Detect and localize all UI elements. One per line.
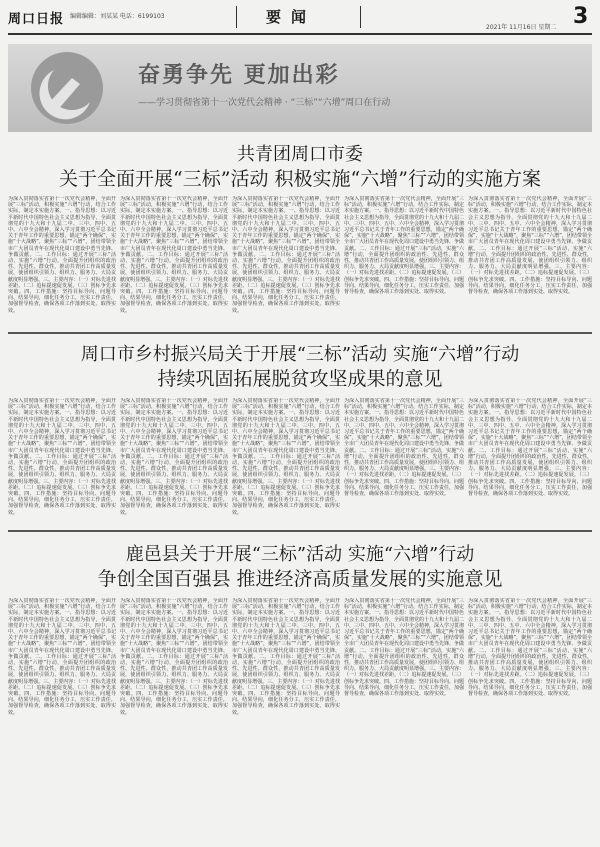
party-emblem-icon: [24, 48, 110, 128]
article-1-column-1: 为深入贯彻落实省第十一次党代会精神，全面开展“三标”活动，积极实施“六增”行动，结合工作实际，制定本实施方案。一、指导思想：以习近平新时代中国特色社会主义思想为指导，全面贯彻党的十九大和十九届二中、三中、四中、五中、六中全会精神，深入学习贯彻习近平总书记关于青年工作的重要思想，锚定“两个确保”，实施“十大战略”，聚焦“三标”“六增”，团结带领全市广大团员青年在现代化周口建设中勇当先锋、争做贡献。二、工作目标：通过开展“三标”活动，实施“六增”行动，全面提升团组织的政治性、先进性、群众性，推动共青团工作高质量发展，使团组织引领力、组织力、服务力、大局贡献度明显增强。三、主要内容：（一）对标先进找差距。（二）追标提速促发展。（三）创标争先求突破。四、工作措施：坚持目标导向、问题导向、结果导向，细化任务分工，压实工作责任，加强督导检查，确保各项工作落到实处、取得实效。: [8, 196, 116, 314]
topic-banner: [8, 44, 592, 132]
article-2-column-3: 为深入贯彻落实省第十一次党代会精神，全面开展“三标”活动，积极实施“六增”行动，结合工作实际，制定本实施方案。一、指导思想：以习近平新时代中国特色社会主义思想为指导，全面贯彻党的十九大和十九届二中、三中、四中、五中、六中全会精神，深入学习贯彻习近平总书记关于青年工作的重要思想，锚定“两个确保”，实施“十大战略”，聚焦“三标”“六增”，团结带领全市广大团员青年在现代化周口建设中勇当先锋、争做贡献。二、工作目标：通过开展“三标”活动，实施“六增”行动，全面提升团组织的政治性、先进性、群众性，推动共青团工作高质量发展，使团组织引领力、组织力、服务力、大局贡献度明显增强。三、主要内容：（一）对标先进找差距。（二）追标提速促发展。（三）创标争先求突破。四、工作措施：坚持目标导向、问题导向、结果导向，细化任务分工，压实工作责任，加强督导检查，确保各项工作落到实处、取得实效。: [232, 398, 340, 516]
banner-subtitle: ——学习贯彻省第十一次党代会精神 · “三标”“六增”周口在行动: [138, 98, 391, 108]
article-2-title-line-1: 周口市乡村振兴局关于开展“三标”活动 实施“六增”行动: [80, 344, 520, 365]
article-3-column-3: 为深入贯彻落实省第十一次党代会精神，全面开展“三标”活动，积极实施“六增”行动，结合工作实际，制定本实施方案。一、指导思想：以习近平新时代中国特色社会主义思想为指导，全面贯彻党的十九大和十九届二中、三中、四中、五中、六中全会精神，深入学习贯彻习近平总书记关于青年工作的重要思想，锚定“两个确保”，实施“十大战略”，聚焦“三标”“六增”，团结带领全市广大团员青年在现代化周口建设中勇当先锋、争做贡献。二、工作目标：通过开展“三标”活动，实施“六增”行动，全面提升团组织的政治性、先进性、群众性，推动共青团工作高质量发展，使团组织引领力、组织力、服务力、大局贡献度明显增强。三、主要内容：（一）对标先进找差距。（二）追标提速促发展。（三）创标争先求突破。四、工作措施：坚持目标导向、问题导向、结果导向，细化任务分工，压实工作责任，加强督导检查，确保各项工作落到实处、取得实效。: [232, 598, 340, 716]
article-3-column-4: 为深入贯彻落实省第十一次党代会精神，全面开展“三标”活动，积极实施“六增”行动，结合工作实际，制定本实施方案。一、指导思想：以习近平新时代中国特色社会主义思想为指导，全面贯彻党的十九大和十九届二中、三中、四中、五中、六中全会精神，深入学习贯彻习近平总书记关于青年工作的重要思想，锚定“两个确保”，实施“十大战略”，聚焦“三标”“六增”，团结带领全市广大团员青年在现代化周口建设中勇当先锋、争做贡献。二、工作目标：通过开展“三标”活动，实施“六增”行动，全面提升团组织的政治性、先进性、群众性，推动共青团工作高质量发展，使团组织引领力、组织力、服务力、大局贡献度明显增强。三、主要内容：（一）对标先进找差距。（二）追标提速促发展。（三）创标争先求突破。四、工作措施：坚持目标导向、问题导向、结果导向，细化任务分工，压实工作责任，加强督导检查，确保各项工作落到实处、取得实效。: [344, 598, 464, 698]
section-divider-right: [360, 6, 361, 28]
banner-title: 奋勇争先 更加出彩: [138, 62, 340, 88]
article-3-title-line-2: 争创全国百强县 推进经济高质量发展的实施意见: [97, 568, 503, 590]
article-2-column-2: 为深入贯彻落实省第十一次党代会精神，全面开展“三标”活动，积极实施“六增”行动，结合工作实际，制定本实施方案。一、指导思想：以习近平新时代中国特色社会主义思想为指导，全面贯彻党的十九大和十九届二中、三中、四中、五中、六中全会精神，深入学习贯彻习近平总书记关于青年工作的重要思想，锚定“两个确保”，实施“十大战略”，聚焦“三标”“六增”，团结带领全市广大团员青年在现代化周口建设中勇当先锋、争做贡献。二、工作目标：通过开展“三标”活动，实施“六增”行动，全面提升团组织的政治性、先进性、群众性，推动共青团工作高质量发展，使团组织引领力、组织力、服务力、大局贡献度明显增强。三、主要内容：（一）对标先进找差距。（二）追标提速促发展。（三）创标争先求突破。四、工作措施：坚持目标导向、问题导向、结果导向，细化任务分工，压实工作责任，加强督导检查，确保各项工作落到实处、取得实效。: [120, 398, 228, 516]
article-2-column-1: 为深入贯彻落实省第十一次党代会精神，全面开展“三标”活动，积极实施“六增”行动，结合工作实际，制定本实施方案。一、指导思想：以习近平新时代中国特色社会主义思想为指导，全面贯彻党的十九大和十九届二中、三中、四中、五中、六中全会精神，深入学习贯彻习近平总书记关于青年工作的重要思想，锚定“两个确保”，实施“十大战略”，聚焦“三标”“六增”，团结带领全市广大团员青年在现代化周口建设中勇当先锋、争做贡献。二、工作目标：通过开展“三标”活动，实施“六增”行动，全面提升团组织的政治性、先进性、群众性，推动共青团工作高质量发展，使团组织引领力、组织力、服务力、大局贡献度明显增强。三、主要内容：（一）对标先进找差距。（二）追标提速促发展。（三）创标争先求突破。四、工作措施：坚持目标导向、问题导向、结果导向，细化任务分工，压实工作责任，加强督导检查，确保各项工作落到实处、取得实效。: [8, 398, 116, 516]
article-separator: [8, 530, 592, 532]
issue-date: 2021年 11月16日 星期二: [486, 24, 557, 31]
article-2-column-4: 为深入贯彻落实省第十一次党代会精神，全面开展“三标”活动，积极实施“六增”行动，结合工作实际，制定本实施方案。一、指导思想：以习近平新时代中国特色社会主义思想为指导，全面贯彻党的十九大和十九届二中、三中、四中、五中、六中全会精神，深入学习贯彻习近平总书记关于青年工作的重要思想，锚定“两个确保”，实施“十大战略”，聚焦“三标”“六增”，团结带领全市广大团员青年在现代化周口建设中勇当先锋、争做贡献。二、工作目标：通过开展“三标”活动，实施“六增”行动，全面提升团组织的政治性、先进性、群众性，推动共青团工作高质量发展，使团组织引领力、组织力、服务力、大局贡献度明显增强。三、主要内容：（一）对标先进找差距。（二）追标提速促发展。（三）创标争先求突破。四、工作措施：坚持目标导向、问题导向、结果导向，细化任务分工，压实工作责任，加强督导检查，确保各项工作落到实处、取得实效。: [344, 398, 464, 498]
article-1-title-line-2: 关于全面开展“三标”活动 积极实施“六增”行动的实施方案: [59, 168, 541, 190]
article-3-column-1: 为深入贯彻落实省第十一次党代会精神，全面开展“三标”活动，积极实施“六增”行动，结合工作实际，制定本实施方案。一、指导思想：以习近平新时代中国特色社会主义思想为指导，全面贯彻党的十九大和十九届二中、三中、四中、五中、六中全会精神，深入学习贯彻习近平总书记关于青年工作的重要思想，锚定“两个确保”，实施“十大战略”，聚焦“三标”“六增”，团结带领全市广大团员青年在现代化周口建设中勇当先锋、争做贡献。二、工作目标：通过开展“三标”活动，实施“六增”行动，全面提升团组织的政治性、先进性、群众性，推动共青团工作高质量发展，使团组织引领力、组织力、服务力、大局贡献度明显增强。三、主要内容：（一）对标先进找差距。（二）追标提速促发展。（三）创标争先求突破。四、工作措施：坚持目标导向、问题导向、结果导向，细化任务分工，压实工作责任，加强督导检查，确保各项工作落到实处、取得实效。: [8, 598, 116, 716]
section-name: 要闻: [266, 8, 317, 26]
article-3-column-2: 为深入贯彻落实省第十一次党代会精神，全面开展“三标”活动，积极实施“六增”行动，结合工作实际，制定本实施方案。一、指导思想：以习近平新时代中国特色社会主义思想为指导，全面贯彻党的十九大和十九届二中、三中、四中、五中、六中全会精神，深入学习贯彻习近平总书记关于青年工作的重要思想，锚定“两个确保”，实施“十大战略”，聚焦“三标”“六增”，团结带领全市广大团员青年在现代化周口建设中勇当先锋、争做贡献。二、工作目标：通过开展“三标”活动，实施“六增”行动，全面提升团组织的政治性、先进性、群众性，推动共青团工作高质量发展，使团组织引领力、组织力、服务力、大局贡献度明显增强。三、主要内容：（一）对标先进找差距。（二）追标提速促发展。（三）创标争先求突破。四、工作措施：坚持目标导向、问题导向、结果导向，细化任务分工，压实工作责任，加强督导检查，确保各项工作落到实处、取得实效。: [120, 598, 228, 716]
section-divider-left: [236, 6, 237, 28]
masthead-rule: [8, 33, 592, 35]
article-1-column-4: 为深入贯彻落实省第十一次党代会精神，全面开展“三标”活动，积极实施“六增”行动，结合工作实际，制定本实施方案。一、指导思想：以习近平新时代中国特色社会主义思想为指导，全面贯彻党的十九大和十九届二中、三中、四中、五中、六中全会精神，深入学习贯彻习近平总书记关于青年工作的重要思想，锚定“两个确保”，实施“十大战略”，聚焦“三标”“六增”，团结带领全市广大团员青年在现代化周口建设中勇当先锋、争做贡献。二、工作目标：通过开展“三标”活动，实施“六增”行动，全面提升团组织的政治性、先进性、群众性，推动共青团工作高质量发展，使团组织引领力、组织力、服务力、大局贡献度明显增强。三、主要内容：（一）对标先进找差距。（二）追标提速促发展。（三）创标争先求突破。四、工作措施：坚持目标导向、问题导向、结果导向，细化任务分工，压实工作责任，加强督导检查，确保各项工作落到实处、取得实效。: [344, 196, 464, 296]
article-2-column-5: 为深入贯彻落实省第十一次党代会精神，全面开展“三标”活动，积极实施“六增”行动，结合工作实际，制定本实施方案。一、指导思想：以习近平新时代中国特色社会主义思想为指导，全面贯彻党的十九大和十九届二中、三中、四中、五中、六中全会精神，深入学习贯彻习近平总书记关于青年工作的重要思想，锚定“两个确保”，实施“十大战略”，聚焦“三标”“六增”，团结带领全市广大团员青年在现代化周口建设中勇当先锋、争做贡献。二、工作目标：通过开展“三标”活动，实施“六增”行动，全面提升团组织的政治性、先进性、群众性，推动共青团工作高质量发展，使团组织引领力、组织力、服务力、大局贡献度明显增强。三、主要内容：（一）对标先进找差距。（二）追标提速促发展。（三）创标争先求突破。四、工作措施：坚持目标导向、问题导向、结果导向，细化任务分工，压实工作责任，加强督导检查，确保各项工作落到实处、取得实效。: [468, 398, 592, 498]
article-1-title-line-1: 共青团周口市委: [237, 144, 363, 165]
article-3-title-line-1: 鹿邑县关于开展“三标”活动 实施“六增”行动: [125, 544, 475, 565]
article-1-column-5: 为深入贯彻落实省第十一次党代会精神，全面开展“三标”活动，积极实施“六增”行动，结合工作实际，制定本实施方案。一、指导思想：以习近平新时代中国特色社会主义思想为指导，全面贯彻党的十九大和十九届二中、三中、四中、五中、六中全会精神，深入学习贯彻习近平总书记关于青年工作的重要思想，锚定“两个确保”，实施“十大战略”，聚焦“三标”“六增”，团结带领全市广大团员青年在现代化周口建设中勇当先锋、争做贡献。二、工作目标：通过开展“三标”活动，实施“六增”行动，全面提升团组织的政治性、先进性、群众性，推动共青团工作高质量发展，使团组织引领力、组织力、服务力、大局贡献度明显增强。三、主要内容：（一）对标先进找差距。（二）追标提速促发展。（三）创标争先求突破。四、工作措施：坚持目标导向、问题导向、结果导向，细化任务分工，压实工作责任，加强督导检查，确保各项工作落到实处、取得实效。: [468, 196, 592, 296]
masthead-info: 编辑编辑：刘某某 电话：6199103: [70, 13, 165, 20]
article-2-title-line-2: 持续巩固拓展脱贫攻坚成果的意见: [157, 368, 443, 390]
article-separator: [8, 332, 592, 334]
article-3-column-5: 为深入贯彻落实省第十一次党代会精神，全面开展“三标”活动，积极实施“六增”行动，结合工作实际，制定本实施方案。一、指导思想：以习近平新时代中国特色社会主义思想为指导，全面贯彻党的十九大和十九届二中、三中、四中、五中、六中全会精神，深入学习贯彻习近平总书记关于青年工作的重要思想，锚定“两个确保”，实施“十大战略”，聚焦“三标”“六增”，团结带领全市广大团员青年在现代化周口建设中勇当先锋、争做贡献。二、工作目标：通过开展“三标”活动，实施“六增”行动，全面提升团组织的政治性、先进性、群众性，推动共青团工作高质量发展，使团组织引领力、组织力、服务力、大局贡献度明显增强。三、主要内容：（一）对标先进找差距。（二）追标提速促发展。（三）创标争先求突破。四、工作措施：坚持目标导向、问题导向、结果导向，细化任务分工，压实工作责任，加强督导检查，确保各项工作落到实处、取得实效。: [468, 598, 592, 698]
page-number: 3: [573, 4, 589, 29]
newspaper-logo: 周口日报: [8, 12, 65, 27]
article-1-column-3: 为深入贯彻落实省第十一次党代会精神，全面开展“三标”活动，积极实施“六增”行动，结合工作实际，制定本实施方案。一、指导思想：以习近平新时代中国特色社会主义思想为指导，全面贯彻党的十九大和十九届二中、三中、四中、五中、六中全会精神，深入学习贯彻习近平总书记关于青年工作的重要思想，锚定“两个确保”，实施“十大战略”，聚焦“三标”“六增”，团结带领全市广大团员青年在现代化周口建设中勇当先锋、争做贡献。二、工作目标：通过开展“三标”活动，实施“六增”行动，全面提升团组织的政治性、先进性、群众性，推动共青团工作高质量发展，使团组织引领力、组织力、服务力、大局贡献度明显增强。三、主要内容：（一）对标先进找差距。（二）追标提速促发展。（三）创标争先求突破。四、工作措施：坚持目标导向、问题导向、结果导向，细化任务分工，压实工作责任，加强督导检查，确保各项工作落到实处、取得实效。: [232, 196, 340, 314]
article-1-column-2: 为深入贯彻落实省第十一次党代会精神，全面开展“三标”活动，积极实施“六增”行动，结合工作实际，制定本实施方案。一、指导思想：以习近平新时代中国特色社会主义思想为指导，全面贯彻党的十九大和十九届二中、三中、四中、五中、六中全会精神，深入学习贯彻习近平总书记关于青年工作的重要思想，锚定“两个确保”，实施“十大战略”，聚焦“三标”“六增”，团结带领全市广大团员青年在现代化周口建设中勇当先锋、争做贡献。二、工作目标：通过开展“三标”活动，实施“六增”行动，全面提升团组织的政治性、先进性、群众性，推动共青团工作高质量发展，使团组织引领力、组织力、服务力、大局贡献度明显增强。三、主要内容：（一）对标先进找差距。（二）追标提速促发展。（三）创标争先求突破。四、工作措施：坚持目标导向、问题导向、结果导向，细化任务分工，压实工作责任，加强督导检查，确保各项工作落到实处、取得实效。: [120, 196, 228, 314]
